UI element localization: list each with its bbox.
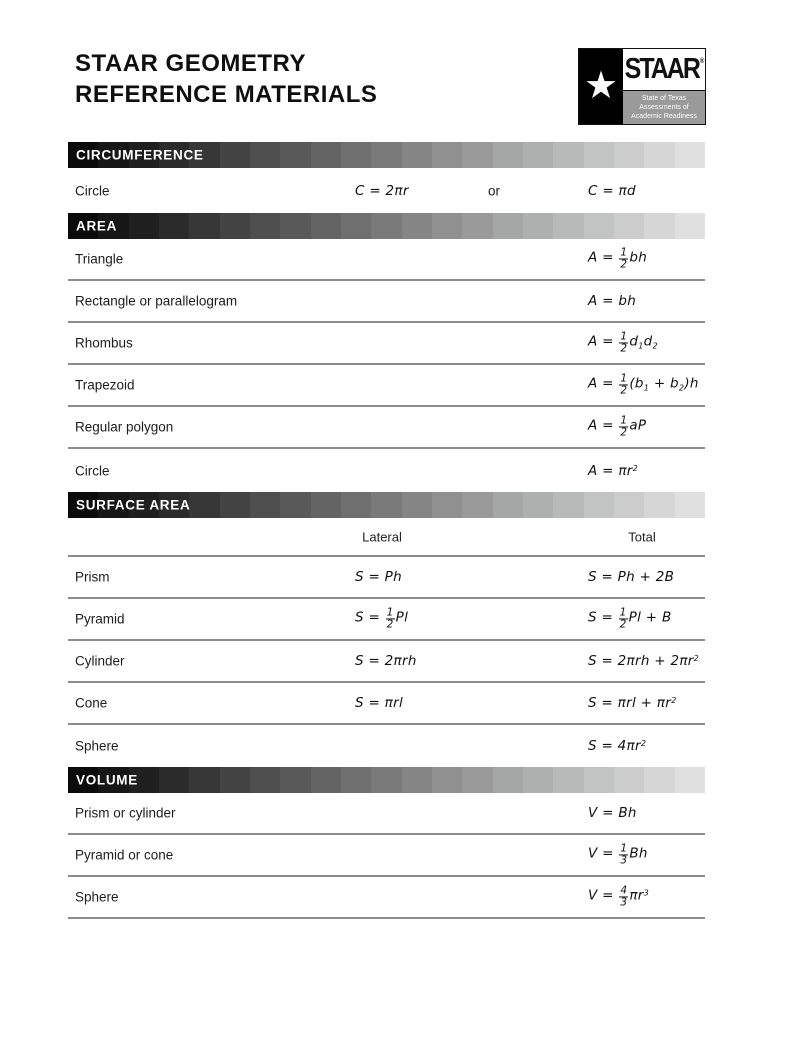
gradient-block xyxy=(553,767,583,793)
gradient-block xyxy=(584,213,614,239)
gradient-block xyxy=(220,142,250,168)
gradient-block xyxy=(220,492,250,518)
gradient-block xyxy=(159,767,189,793)
section-title-area: AREA xyxy=(76,218,118,234)
shape-label: Cone xyxy=(75,695,108,711)
fraction-numerator: 1 xyxy=(386,606,394,619)
gradient-block xyxy=(675,492,705,518)
section-header-bar-surface-area xyxy=(68,492,705,518)
gradient-block xyxy=(523,213,553,239)
gradient-block xyxy=(584,767,614,793)
formula-row-sphere xyxy=(68,725,705,767)
total-formula: S = $\frac{1}{2}$ Pl + B xyxy=(588,606,672,631)
formula-row-circle xyxy=(68,449,705,492)
gradient-block xyxy=(159,213,189,239)
column-header-total: Total xyxy=(628,529,656,544)
page-content xyxy=(68,0,705,919)
fraction xyxy=(619,415,628,438)
gradient-block xyxy=(250,767,280,793)
shape-label: Prism or cylinder xyxy=(75,805,176,821)
section-area xyxy=(68,213,705,492)
shape-label: Prism xyxy=(75,569,110,585)
shape-label: Regular polygon xyxy=(75,419,174,435)
total-formula: $A = \pi r^2$ xyxy=(588,462,639,479)
fraction-numerator: 1 xyxy=(620,330,628,343)
formula-row-prism xyxy=(68,557,705,599)
superscript: 2 xyxy=(632,462,639,473)
gradient-block xyxy=(675,142,705,168)
gradient-block xyxy=(462,492,492,518)
gradient-block xyxy=(280,492,310,518)
tagline-line-1: State of Texas xyxy=(641,95,687,102)
fraction xyxy=(619,247,628,270)
gradient-block xyxy=(311,492,341,518)
gradient-block xyxy=(371,492,401,518)
gradient-block xyxy=(432,492,462,518)
gradient-block xyxy=(402,767,432,793)
staar-logo-text-panel xyxy=(623,49,705,124)
shape-label: Trapezoid xyxy=(75,377,135,393)
gradient-block xyxy=(129,213,159,239)
gradient-block xyxy=(584,492,614,518)
gradient-block xyxy=(675,767,705,793)
section-header-bar-volume xyxy=(68,767,705,793)
gradient-block xyxy=(614,142,644,168)
staar-logo xyxy=(578,48,706,125)
gradient-block xyxy=(402,213,432,239)
gradient-block xyxy=(341,767,371,793)
gradient-block xyxy=(250,213,280,239)
gradient-block xyxy=(553,213,583,239)
formula-row-cone xyxy=(68,683,705,725)
gradient-block xyxy=(341,492,371,518)
fraction xyxy=(619,373,628,396)
total-formula: $S = 2\pi rh + 2\pi r^2$ xyxy=(588,652,700,670)
total-formula: V = $\frac{4}{3}$ $\pi r^3$ xyxy=(588,884,650,909)
gradient-block xyxy=(402,142,432,168)
gradient-block xyxy=(462,767,492,793)
staar-logo-wordmark xyxy=(623,46,705,93)
lateral-formula: S = Ph xyxy=(355,569,402,585)
gradient-block xyxy=(189,492,219,518)
section-circumference xyxy=(68,142,705,213)
superscript: 2 xyxy=(640,737,647,748)
staar-logo-tagline xyxy=(623,90,705,124)
gradient-block xyxy=(614,767,644,793)
shape-label: Rectangle or parallelogram xyxy=(75,293,238,309)
gradient-block xyxy=(311,767,341,793)
total-formula: V = $\frac{1}{3}$ Bh xyxy=(588,842,648,867)
section-surface-area xyxy=(68,492,705,767)
section-header-bar-area xyxy=(68,213,705,239)
page-title-line-2: REFERENCE MATERIALS xyxy=(75,81,378,108)
fraction xyxy=(619,331,628,354)
gradient-block xyxy=(462,142,492,168)
fraction xyxy=(619,607,628,630)
gradient-block xyxy=(250,142,280,168)
fraction-denominator: 3 xyxy=(620,896,628,909)
subscript: 1 xyxy=(643,382,650,393)
gradient-block xyxy=(644,492,674,518)
gradient-block xyxy=(371,142,401,168)
subscript: 2 xyxy=(678,382,685,393)
formula-row-triangle xyxy=(68,239,705,281)
total-formula: C = πd xyxy=(588,182,636,199)
fraction-numerator: 1 xyxy=(620,246,628,259)
gradient-block xyxy=(280,767,310,793)
gradient-block xyxy=(341,213,371,239)
gradient-block xyxy=(341,142,371,168)
gradient-block xyxy=(220,767,250,793)
formula-row-regular-polygon xyxy=(68,407,705,449)
fraction xyxy=(619,843,628,866)
tagline-line-2: Assessments of xyxy=(639,104,689,111)
shape-label: Triangle xyxy=(75,251,124,267)
lateral-formula: S = πrl xyxy=(355,695,403,711)
total-formula: $S = \pi rl + \pi r^2$ xyxy=(588,694,677,712)
total-formula: A = $\frac{1}{2}$ $(b_1 + b_2)h$ xyxy=(588,372,699,397)
shape-label: Pyramid xyxy=(75,611,125,627)
shape-label: Rhombus xyxy=(75,335,133,351)
total-formula: A = $\frac{1}{2}$ bh xyxy=(588,246,648,271)
gradient-block xyxy=(311,213,341,239)
superscript: 2 xyxy=(671,694,677,705)
gradient-block xyxy=(493,492,523,518)
fraction-numerator: 1 xyxy=(619,606,627,619)
formula-row-rhombus xyxy=(68,323,705,365)
formula-row-trapezoid xyxy=(68,365,705,407)
star-icon: ★ xyxy=(583,64,619,107)
lateral-formula: S = 2πrh xyxy=(355,653,417,669)
shape-label: Sphere xyxy=(75,889,119,905)
gradient-block xyxy=(644,213,674,239)
gradient-block xyxy=(189,767,219,793)
gradient-block xyxy=(553,492,583,518)
superscript: 2 xyxy=(693,652,700,663)
shape-label: Circle xyxy=(75,463,110,478)
gradient-block xyxy=(220,213,250,239)
total-formula: V = Bh xyxy=(588,805,637,821)
gradient-block xyxy=(280,142,310,168)
formula-row-rectangle-or-parallelogram xyxy=(68,281,705,323)
section-title-surface-area: SURFACE AREA xyxy=(76,497,191,513)
column-header-lateral: Lateral xyxy=(362,529,402,544)
gradient-block xyxy=(402,492,432,518)
page-title xyxy=(75,48,377,110)
total-formula: A = bh xyxy=(588,293,637,309)
section-header-bar-circumference xyxy=(68,142,705,168)
conjunction-label: or xyxy=(488,183,501,198)
formula-sections xyxy=(68,142,705,919)
shape-label: Cylinder xyxy=(75,653,125,669)
lateral-formula: S = $\frac{1}{2}$ Pl xyxy=(355,606,409,631)
staar-logo-star-panel xyxy=(579,49,623,124)
gradient-block xyxy=(675,213,705,239)
formula-row-cylinder xyxy=(68,641,705,683)
gradient-block xyxy=(371,767,401,793)
gradient-block xyxy=(250,492,280,518)
lateral-formula: C = 2πr xyxy=(355,182,409,199)
tagline-line-3: Academic Readiness xyxy=(631,113,697,120)
gradient-block xyxy=(311,142,341,168)
gradient-block xyxy=(280,213,310,239)
staar-logo-acronym: STAAR xyxy=(624,52,699,86)
gradient-block xyxy=(553,142,583,168)
fraction-denominator: 2 xyxy=(620,258,628,271)
gradient-block xyxy=(644,142,674,168)
total-formula: S = Ph + 2B xyxy=(588,569,675,585)
fraction-denominator: 3 xyxy=(620,854,628,867)
total-formula: A = $\frac{1}{2}$ aP xyxy=(588,414,647,439)
section-volume xyxy=(68,767,705,919)
shape-label: Pyramid or cone xyxy=(75,847,174,863)
column-header-row xyxy=(68,518,705,557)
section-title-volume: VOLUME xyxy=(76,772,138,788)
gradient-block xyxy=(493,142,523,168)
gradient-block xyxy=(523,142,553,168)
superscript: 3 xyxy=(643,887,650,898)
subscript: 1 xyxy=(638,340,644,351)
subscript: 2 xyxy=(652,340,658,351)
gradient-block xyxy=(523,767,553,793)
gradient-block xyxy=(432,213,462,239)
formula-row-prism-or-cylinder xyxy=(68,793,705,835)
gradient-block xyxy=(614,492,644,518)
shape-label: Sphere xyxy=(75,738,119,754)
gradient-block xyxy=(462,213,492,239)
fraction-denominator: 2 xyxy=(620,384,628,397)
gradient-block xyxy=(189,213,219,239)
fraction xyxy=(386,607,395,630)
section-title-circumference: CIRCUMFERENCE xyxy=(76,147,204,163)
fraction-denominator: 2 xyxy=(619,618,627,631)
gradient-block xyxy=(523,492,553,518)
gradient-block xyxy=(644,767,674,793)
fraction-denominator: 2 xyxy=(620,426,628,439)
gradient-block xyxy=(371,213,401,239)
total-formula: $S = 4\pi r^2$ xyxy=(588,737,647,755)
total-formula: A = $\frac{1}{2}$ $d_1d_2$ xyxy=(588,330,658,355)
fraction-numerator: 1 xyxy=(620,372,628,385)
formula-row-pyramid xyxy=(68,599,705,641)
registered-mark: ® xyxy=(699,58,705,65)
fraction-numerator: 1 xyxy=(620,414,628,427)
fraction xyxy=(619,885,628,908)
fraction-numerator: 1 xyxy=(620,842,628,855)
shape-label: Circle xyxy=(75,183,110,198)
formula-row-sphere xyxy=(68,877,705,919)
fraction-numerator: 4 xyxy=(620,884,628,897)
formula-row-circle xyxy=(68,168,705,213)
gradient-block xyxy=(432,767,462,793)
page-title-line-1: STAAR GEOMETRY xyxy=(75,50,307,77)
fraction-denominator: 2 xyxy=(620,342,628,355)
gradient-block xyxy=(493,767,523,793)
gradient-block xyxy=(493,213,523,239)
formula-row-pyramid-or-cone xyxy=(68,835,705,877)
gradient-block xyxy=(614,213,644,239)
fraction-denominator: 2 xyxy=(386,618,394,631)
gradient-block xyxy=(432,142,462,168)
gradient-block xyxy=(584,142,614,168)
